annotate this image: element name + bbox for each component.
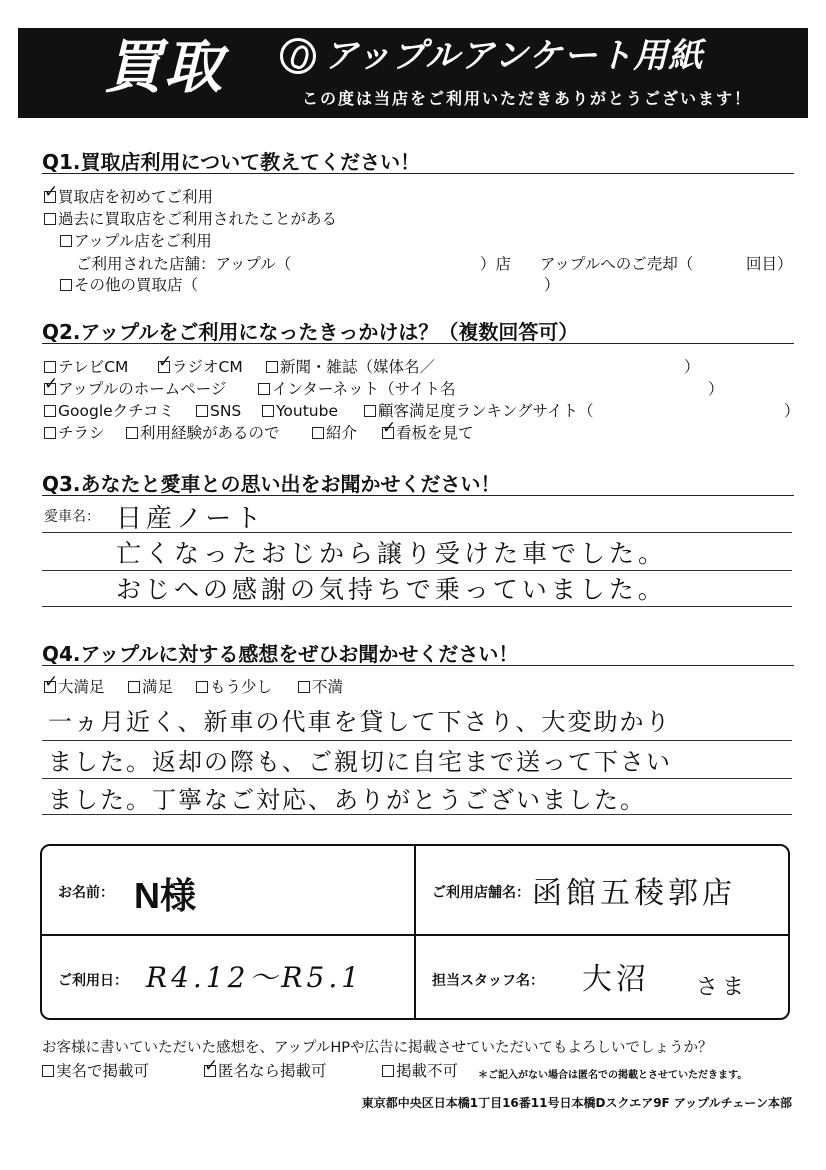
header-subtitle: この度は当店をご利用いただきありがとうございます！ xyxy=(302,89,753,108)
newspaper-close: ） xyxy=(684,358,700,376)
checkbox-sns[interactable] xyxy=(196,405,208,417)
q2-radio-option[interactable] xyxy=(158,358,243,376)
q2-experience-option[interactable] xyxy=(126,424,280,442)
q3-rule xyxy=(42,495,794,496)
checkbox-referral[interactable] xyxy=(312,427,324,439)
checkbox-ranking[interactable] xyxy=(364,405,376,417)
checkbox-real-name[interactable] xyxy=(42,1065,54,1077)
q1-rule xyxy=(42,173,794,174)
name-label: お名前： xyxy=(58,885,114,901)
q2-internet-option[interactable] xyxy=(258,380,456,398)
checkbox-very-satisfied[interactable] xyxy=(44,681,56,693)
q1-other-store-option[interactable] xyxy=(60,276,198,294)
checkbox-radio[interactable] xyxy=(158,361,170,373)
checkbox-youtube[interactable] xyxy=(262,405,274,417)
q3-title: Q3.あなたと愛車との思い出をお聞かせください！ xyxy=(42,472,501,496)
checkbox-other-store[interactable] xyxy=(60,279,72,291)
checkbox-flyer[interactable] xyxy=(44,427,56,439)
consent-anonymous-option[interactable] xyxy=(204,1062,327,1080)
sale-count-suffix: 回目） xyxy=(746,255,793,273)
consent-question: お客様に書いていただいた感想を、アップルHPや広告に掲載させていただいてもよろしいでしょうか？ xyxy=(42,1040,713,1056)
other-store-close: ） xyxy=(544,276,560,294)
checkbox-apple-store[interactable] xyxy=(60,235,72,247)
sale-count-label: アップルへのご売却（ xyxy=(540,255,694,273)
q3-memory-line-2: おじへの感謝の気持ちで乗っていました。 xyxy=(116,575,667,604)
q3-memory-line-1: 亡くなったおじから譲り受けた車でした。 xyxy=(116,539,668,568)
checkbox-bit-more[interactable] xyxy=(196,681,208,693)
q4-unsatisfied-option[interactable] xyxy=(298,678,343,696)
checkbox-experience[interactable] xyxy=(126,427,138,439)
car-name-value: 日産ノート xyxy=(116,504,266,534)
q1-title: Q1.買取店利用について教えてください！ xyxy=(42,150,421,174)
q2-youtube-option[interactable] xyxy=(262,402,338,420)
q2-sns-label: SNS xyxy=(210,402,242,420)
q2-signboard-label: 看板を見て xyxy=(396,424,474,442)
store-label: ご利用店舗名： xyxy=(432,885,530,901)
checkbox-signboard[interactable] xyxy=(382,427,394,439)
header-banner xyxy=(18,28,808,118)
q1-first-time-option[interactable] xyxy=(44,188,213,206)
q3-line-1 xyxy=(42,532,792,533)
q4-very-satisfied-option[interactable] xyxy=(44,678,105,696)
q2-newspaper-label: 新聞・雑誌（媒体名／ xyxy=(280,358,436,376)
q2-google-option[interactable] xyxy=(44,402,174,420)
q2-experience-label: 利用経験があるので xyxy=(140,424,280,442)
checkbox-tv[interactable] xyxy=(44,361,56,373)
q4-bit-more-option[interactable] xyxy=(196,678,272,696)
q4-bit-more-label: もう少し xyxy=(210,678,273,696)
q4-line-3 xyxy=(42,814,792,815)
company-address: 東京都中央区日本橋1丁目16番11号日本橋Dスクエア9F アップルチェーン本部 xyxy=(361,1096,792,1110)
q1-used-before-option[interactable] xyxy=(44,210,337,228)
q2-ranking-option[interactable] xyxy=(364,402,593,420)
staff-label: 担当スタッフ名： xyxy=(432,973,544,989)
q2-google-label: Googleクチコミ xyxy=(58,402,175,420)
consent-real-name-option[interactable] xyxy=(42,1062,149,1080)
q2-homepage-label: アップルのホームページ xyxy=(58,380,227,398)
checkbox-not-allowed[interactable] xyxy=(382,1065,394,1077)
panel-vertical-divider xyxy=(414,846,416,1018)
q4-comment-line-1: 一ヵ月近く、新車の代車を貸して下さり、大変助かり xyxy=(48,708,672,736)
q1-apple-store-option[interactable] xyxy=(60,232,212,250)
q4-comment-line-3: ました。丁寧なご対応、ありがとうございました。 xyxy=(48,786,646,814)
checkbox-google[interactable] xyxy=(44,405,56,417)
q4-rule xyxy=(42,665,794,666)
date-value: R4.12〜R5.1 xyxy=(146,961,364,994)
q4-very-satisfied-label: 大満足 xyxy=(58,678,105,696)
q2-rule xyxy=(42,343,794,344)
q4-satisfied-option[interactable] xyxy=(128,678,173,696)
store-value: 函館五稜郭店 xyxy=(532,876,736,911)
staff-value: 大沼 xyxy=(582,962,650,997)
checkbox-newspaper[interactable] xyxy=(266,361,278,373)
q2-flyer-option[interactable] xyxy=(44,424,105,442)
q4-unsatisfied-label: 不満 xyxy=(312,678,344,696)
q4-comment-line-2: ました。返却の際も、ご親切に自宅まで送って下さい xyxy=(48,748,672,776)
store-suffix: ）店 xyxy=(480,255,512,273)
q2-title: Q2.アップルをご利用になったきっかけは？（複数回答可） xyxy=(42,320,579,344)
q2-flyer-label: チラシ xyxy=(58,424,105,442)
q2-ranking-label: 顧客満足度ランキングサイト（ xyxy=(378,402,594,420)
consent-not-allowed-option[interactable] xyxy=(382,1062,458,1080)
consent-note: ＊ご記入がない場合は匿名での掲載とさせていただきます。 xyxy=(478,1070,748,1081)
internet-close: ） xyxy=(708,380,724,398)
q2-youtube-label: Youtube xyxy=(276,402,338,420)
header-kaitori: 買取 xyxy=(104,33,225,101)
q4-line-1 xyxy=(42,740,792,741)
ranking-close: ） xyxy=(784,402,800,420)
q3-line-3 xyxy=(42,606,792,607)
customer-info-panel xyxy=(40,844,790,1020)
checkbox-first-time[interactable] xyxy=(44,191,56,203)
q4-satisfied-label: 満足 xyxy=(142,678,174,696)
q2-newspaper-option[interactable] xyxy=(266,358,435,376)
checkbox-homepage[interactable] xyxy=(44,383,56,395)
checkbox-anonymous[interactable] xyxy=(204,1065,216,1077)
q2-referral-option[interactable] xyxy=(312,424,357,442)
car-name-label: 愛車名： xyxy=(44,509,100,525)
q2-sns-option[interactable] xyxy=(196,402,241,420)
q2-tv-label: テレビCM xyxy=(58,358,129,376)
q1-used-before-label: 過去に買取店をご利用されたことがある xyxy=(58,210,338,228)
apple-logo-icon xyxy=(280,38,316,74)
q1-first-time-label: 買取店を初めてご利用 xyxy=(58,188,214,206)
staff-suffix: さま xyxy=(696,975,749,1000)
q2-internet-label: インターネット（サイト名 xyxy=(272,380,456,398)
checkbox-unsatisfied[interactable] xyxy=(298,681,310,693)
name-value: N様 xyxy=(134,875,196,916)
q1-apple-store-label: アップル店をご利用 xyxy=(74,232,212,250)
q1-other-store-label: その他の買取店（ xyxy=(74,276,199,294)
q2-homepage-option[interactable] xyxy=(44,380,227,398)
q2-signboard-option[interactable] xyxy=(382,424,474,442)
checkbox-internet[interactable] xyxy=(258,383,270,395)
consent-anonymous-label: 匿名なら掲載可 xyxy=(218,1062,327,1080)
checkbox-satisfied[interactable] xyxy=(128,681,140,693)
consent-real-name-label: 実名で掲載可 xyxy=(56,1062,150,1080)
store-name-label: ご利用された店舗：アップル（ xyxy=(76,255,292,273)
consent-not-allowed-label: 掲載不可 xyxy=(396,1062,459,1080)
q2-referral-label: 紹介 xyxy=(326,424,358,442)
q4-title: Q4.アップルに対する感想をぜひお聞かせください！ xyxy=(42,642,519,666)
q4-line-2 xyxy=(42,778,792,779)
q2-radio-label: ラジオCM xyxy=(172,358,243,376)
header-title: アップルアンケート用紙 xyxy=(324,36,704,76)
date-label: ご利用日： xyxy=(58,973,128,989)
checkbox-used-before[interactable] xyxy=(44,213,56,225)
